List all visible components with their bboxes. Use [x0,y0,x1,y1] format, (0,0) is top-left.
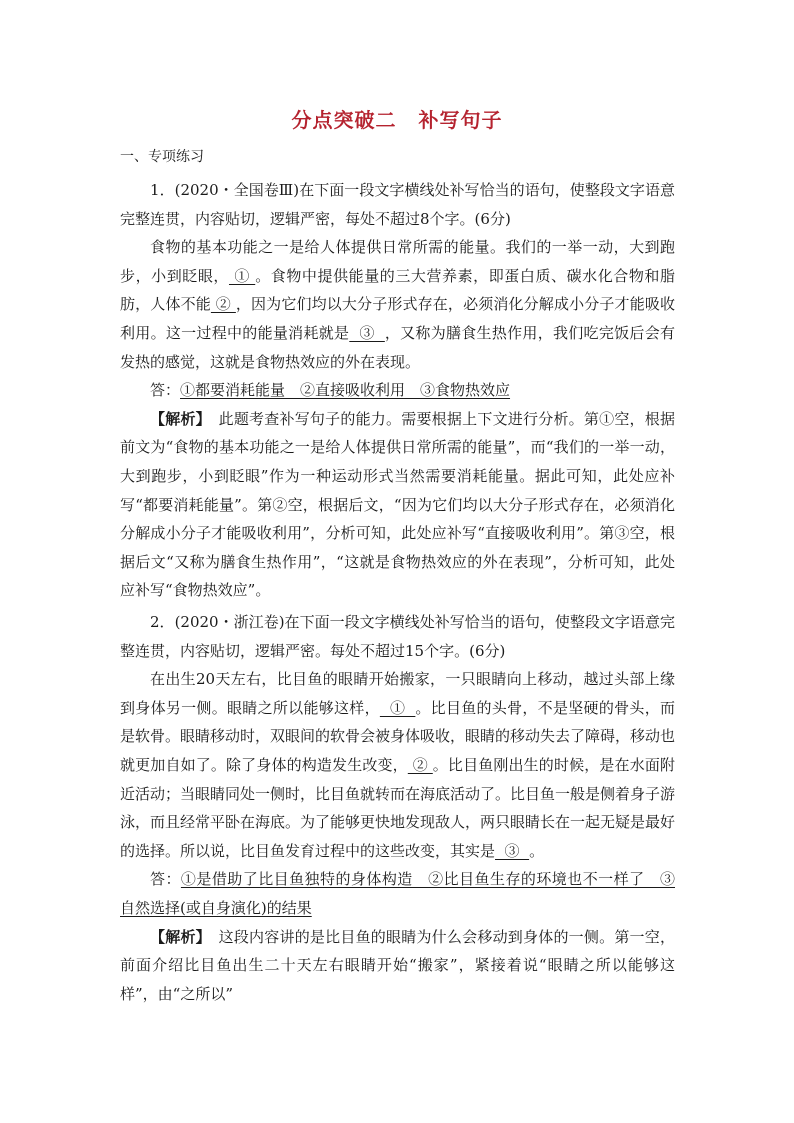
q1-analysis-tag: 【解析】 [150,409,204,428]
q2-blank-3: ③ [495,841,530,860]
q2-answer: 答：①是借助了比目鱼独特的身体构造 ②比目鱼生存的环境也不一样了 ③自然选择(或自身演化)的结果 [120,870,675,917]
q2-blank-2: ② [407,755,433,774]
title-part-1: 分点突破二 [291,108,397,132]
q1-answer: 答：①都要消耗能量 ②直接吸收利用 ③食物热效应 [150,381,511,400]
q2-analysis: 【解析】 这段内容讲的是比目鱼的眼睛为什么会移动到身体的一侧。第一空，前面介绍比目鱼出生二十天左右眼睛开始“搬家”，紧接着说“眼睛之所以能够这样”，由“之所以” [120,927,675,1003]
q1-passage: 食物的基本功能之一是给人体提供日常所需的能量。我们的一举一动，大到跑步，小到眨眼， ① 。食物中提供能量的三大营养素，即蛋白质、碳水化合物和脂肪，人体不能 ② ，因为它们均以大分子形式存在，必须消化分解成小分子才能吸收利用。这一过程中的能量消耗就是 ③ ，又称为膳食生热作用，我们吃完饭后会有发热的感觉，这就是食物热效应的外在表现。 [120,238,675,371]
q2-stem: 2．(2020・浙江卷)在下面一段文字横线处补写恰当的语句，使整段文字语意完整连贯，内容贴切，逻辑严密。每处不超过15个字。(6分) [120,613,675,660]
q1-answer-text: ①都要消耗能量 ②直接吸收利用 ③食物热效应 [180,381,511,400]
section-heading: 一、专项练习 [120,149,204,165]
title-part-2: 补写句子 [418,108,503,132]
q2-passage: 在出生20天左右，比目鱼的眼睛开始搬家，一只眼睛向上移动，越过头部上缘到身体另一侧。眼睛之所以能够这样， ① 。比目鱼的头骨，不是坚硬的骨头，而是软骨。眼睛移动时，双眼间的软骨会被身体吸收，眼睛的移动失去了障碍，移动也就更加自如了。除了身体的构造发生改变， ② 。比目鱼刚出生的时候，是在水面附近活动；当眼睛同处一侧时，比目鱼就转而在海底活动了。比目鱼一般是侧着身子游泳，而且经常平卧在海底。为了能够更快地发现敌人，两只眼睛长在一起无疑是最好的选择。所以说，比目鱼发育过程中的这些改变，其实是 ③ 。 [120,670,676,860]
question-1 [120,176,675,605]
q2-blank-1: ① [379,698,416,717]
q1-blank-1: ① [228,266,256,285]
q1-analysis: 【解析】 此题考查补写句子的能力。需要根据上下文进行分析。第①空，根据前文为“食物的基本功能之一是给人体提供日常所需的能量”，而“我们的一举一动，大到跑步，小到眨眼”作为一种运动形式当然需要消耗能量。据此可知，此处应补写“都要消耗能量”。第②空，根据后文，“因为它们均以大分子形式存在，必须消化分解成小分子才能吸收利用”，分析可知，此处应补写“直接吸收利用”。第③空，根据后文“又称为膳食生热作用”，“这就是食物热效应的外在表现”，分析可知，此处应补写“食物热效应”。 [120,409,675,600]
page-title [0,104,794,133]
q2-analysis-tag: 【解析】 [150,927,204,946]
q2-answer-text: ①是借助了比目鱼独特的身体构造 ②比目鱼生存的环境也不一样了 ③自然选择(或自身演化)的结果 [120,870,675,917]
q1-stem: 1．(2020・全国卷Ⅲ)在下面一段文字横线处补写恰当的语句，使整段文字语意完整连贯，内容贴切，逻辑严密，每处不超过8个字。(6分) [120,181,675,228]
question-2 [120,608,675,1008]
q1-blank-3: ③ [349,323,385,342]
q1-blank-2: ② [210,295,236,314]
